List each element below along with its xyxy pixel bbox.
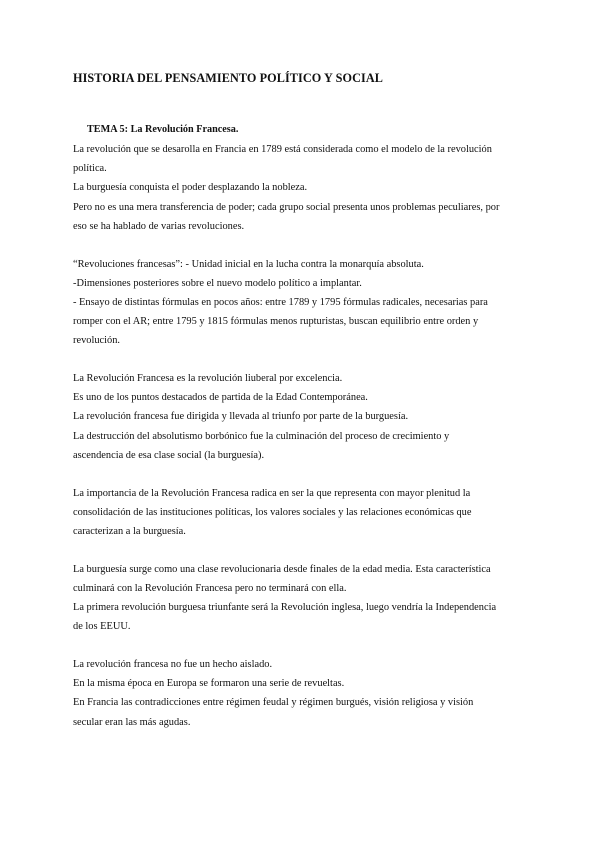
text-line: ascendencia de esa clase social (la burguesía). xyxy=(73,449,265,461)
text-line: culminará con la Revolución Francesa pero no terminará con ella. xyxy=(73,582,347,594)
text-line: caracterizan a la burguesía. xyxy=(73,525,186,537)
text-line: - Ensayo de distintas fórmulas en pocos años: entre 1789 y 1795 fórmulas radicales, necesarias para xyxy=(73,296,488,308)
paragraph-1 xyxy=(73,140,535,236)
text-line: Es uno de los puntos destacados de partida de la Edad Contemporánea. xyxy=(73,392,368,404)
text-line: revolución. xyxy=(73,335,121,347)
text-line: secular eran las más agudas. xyxy=(73,716,191,728)
text-line: La Revolución Francesa es la revolución liuberal por excelencia. xyxy=(73,373,343,385)
paragraph-3 xyxy=(73,369,535,465)
document-title: HISTORIA DEL PENSAMIENTO POLÍTICO Y SOCIAL xyxy=(73,71,383,85)
paragraph-2 xyxy=(73,255,535,351)
paragraph-4 xyxy=(73,484,535,542)
text-line: En Francia las contradicciones entre régimen feudal y régimen burgués, visión religiosa y visión xyxy=(73,697,474,709)
text-line: consolidación de las instituciones políticas, los valores sociales y las relaciones económicas que xyxy=(73,506,472,518)
text-line: -Dimensiones posteriores sobre el nuevo modelo político a implantar. xyxy=(73,277,362,289)
text-line: La burguesía conquista el poder desplazando la nobleza. xyxy=(73,182,308,194)
text-line: política. xyxy=(73,163,107,175)
document-body xyxy=(73,140,535,750)
text-line: La revolución que se desarolla en Francia en 1789 está considerada como el modelo de la revolución xyxy=(73,144,492,155)
text-line: “Revoluciones francesas”: - Unidad inicial en la lucha contra la monarquía absoluta. xyxy=(73,258,424,270)
text-line: romper con el AR; entre 1795 y 1815 fórmulas menos rupturistas, buscan equilibrio entre orden y xyxy=(73,316,479,328)
text-line: La revolución francesa no fue un hecho aislado. xyxy=(73,658,273,670)
text-line: En la misma época en Europa se formaron una serie de revueltas. xyxy=(73,678,345,690)
paragraph-5 xyxy=(73,560,535,637)
paragraph-6 xyxy=(73,655,535,732)
theme-title: TEMA 5: La Revolución Francesa. xyxy=(87,124,239,135)
text-line: eso se ha hablado de varias revoluciones. xyxy=(73,220,245,232)
text-line: La destrucción del absolutismo borbónico fue la culminación del proceso de crecimiento y xyxy=(73,430,450,442)
text-line: de los EEUU. xyxy=(73,621,131,633)
text-line: La revolución francesa fue dirigida y llevada al triunfo por parte de la burguesía. xyxy=(73,411,409,423)
text-line: Pero no es una mera transferencia de poder; cada grupo social presenta unos problemas peculiares, por xyxy=(73,201,500,213)
text-line: La burguesía surge como una clase revolucionaria desde finales de la edad media. Esta característica xyxy=(73,563,491,575)
text-line: La primera revolución burguesa triunfante será la Revolución inglesa, luego vendría la Independencia xyxy=(73,602,497,614)
text-line: La importancia de la Revolución Francesa radica en ser la que representa con mayor plenitud la xyxy=(73,487,471,499)
